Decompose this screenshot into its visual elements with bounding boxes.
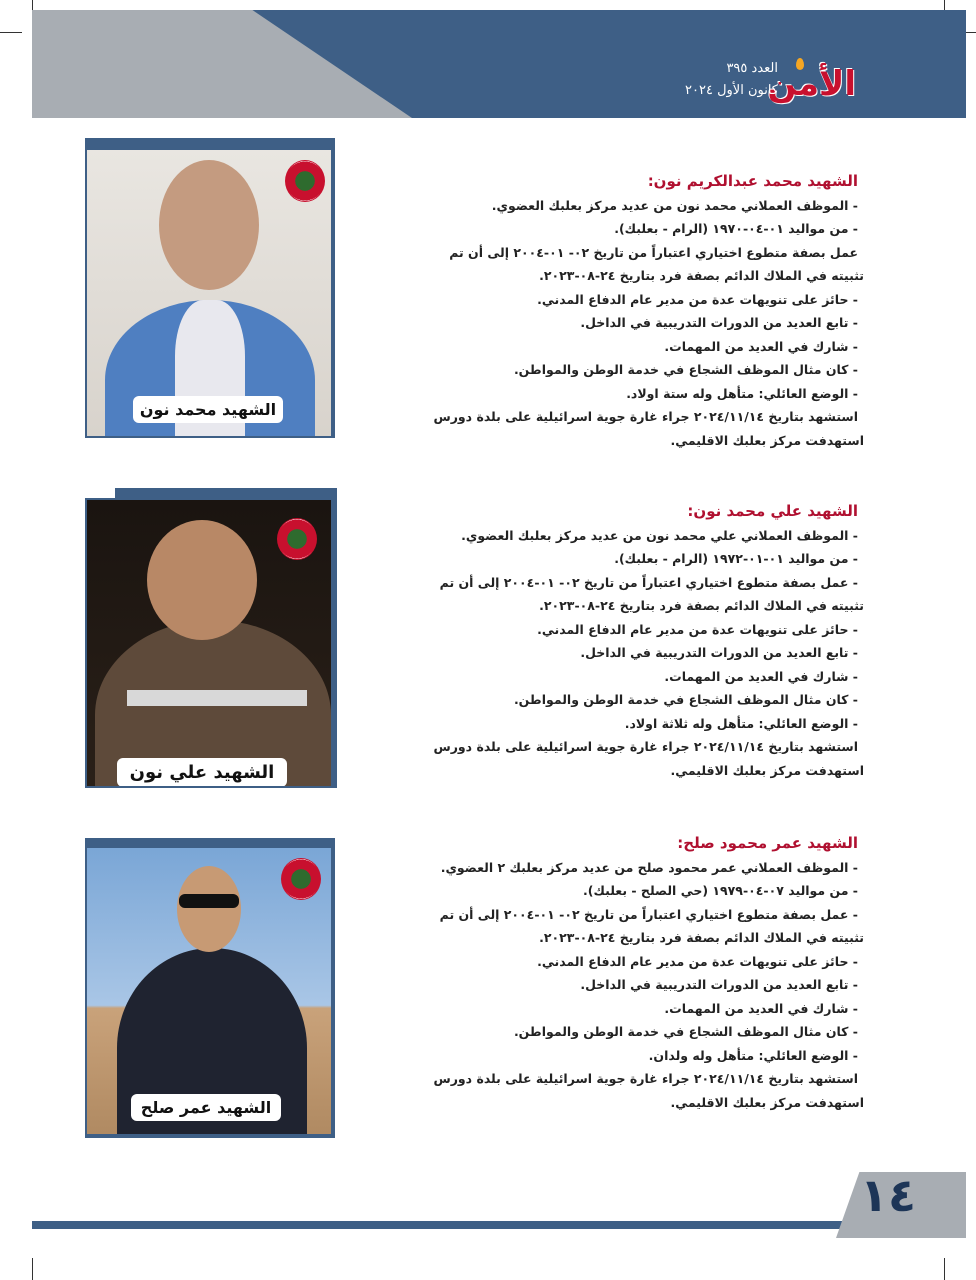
bio-line: - كان مثال الموظف الشجاع في خدمة الوطن والمواطن. — [513, 362, 858, 377]
bio-line: استشهد بتاريخ ٢٠٢٤/١١/١٤ جراء غارة جوية اسرائيلية على بلدة دورس — [433, 1071, 858, 1086]
martyr-bio — [433, 500, 864, 782]
bio-line: - شارك في العديد من المهمات. — [664, 338, 858, 354]
issue-info — [685, 58, 778, 102]
bio-line: - كان مثال الموظف الشجاع في خدمة الوطن والمواطن. — [513, 1024, 858, 1039]
civil-defense-emblem-icon — [281, 858, 321, 900]
bio-line: - شارك في العديد من المهمات. — [664, 1000, 858, 1016]
bio-line: - تابع العديد من الدورات التدريبية في الداخل. — [580, 315, 858, 330]
issue-number: العدد ٣٩٥ — [726, 61, 778, 76]
bio-line: - من مواليد ٠١-٠١-١٩٧٢ (الرام - بعلبك). — [614, 551, 858, 566]
bio-line: - الموظف العملاني علي محمد نون من عديد مركز بعلبك العضوي. — [461, 527, 858, 543]
crop-mark — [944, 1258, 945, 1280]
bio-line: - شارك في العديد من المهمات. — [664, 668, 858, 684]
bio-line: - الوضع العائلي: متأهل وله ثلاثة اولاد. — [624, 715, 858, 731]
bio-line: تثبيته في الملاك الدائم بصفة فرد بتاريخ ٢٤-٠٨-٢٠٢٣. — [539, 268, 864, 283]
page-number: ١٤ — [859, 1168, 917, 1222]
photo-caption: الشهيد عمر صلح — [131, 1094, 281, 1121]
issue-date: كانون الأول ٢٠٢٤ — [685, 83, 778, 98]
martyr-name-title: الشهيد عمر محمود صلح: — [677, 834, 858, 852]
crop-mark — [0, 32, 22, 33]
photo-caption: الشهيد محمد نون — [133, 396, 283, 423]
bio-line: - حائز على تنويهات عدة من مدير عام الدفاع المدني. — [537, 621, 858, 637]
photo-caption: الشهيد علي نون — [117, 758, 287, 787]
bio-line: - حائز على تنويهات عدة من مدير عام الدفاع المدني. — [537, 953, 858, 969]
martyr-name-title: الشهيد علي محمد نون: — [687, 502, 858, 520]
martyr-bio — [433, 170, 864, 452]
bio-line: - تابع العديد من الدورات التدريبية في الداخل. — [580, 645, 858, 660]
bio-line: - عمل بصفة متطوع اختياري اعتباراً من تاريخ ٠٢- ٠١-٢٠٠٤ إلى أن تم — [439, 906, 858, 922]
bio-line: - الموظف العملاني عمر محمود صلح من عديد مركز بعلبك ٢ العضوي. — [440, 859, 858, 875]
bio-line: - من مواليد ٠١-٠٤-١٩٧٠ (الرام - بعلبك). — [614, 221, 858, 236]
bio-line: - كان مثال الموظف الشجاع في خدمة الوطن والمواطن. — [513, 692, 858, 707]
martyr-photo — [85, 498, 333, 788]
civil-defense-emblem-icon — [277, 518, 317, 560]
bio-line: استهدفت مركز بعلبك الاقليمي. — [670, 762, 864, 778]
martyr-bio — [433, 832, 864, 1114]
crop-mark — [32, 1258, 33, 1280]
bio-line: - الوضع العائلي: متأهل وله ستة اولاد. — [626, 385, 858, 401]
bio-line: تثبيته في الملاك الدائم بصفة فرد بتاريخ ٢٤-٠٨-٢٠٢٣. — [539, 930, 864, 945]
bio-line: عمل بصفة متطوع اختياري اعتباراً من تاريخ ٠٢- ٠١-٢٠٠٤ إلى أن تم — [449, 244, 858, 260]
bio-line: استشهد بتاريخ ٢٠٢٤/١١/١٤ جراء غارة جوية اسرائيلية على بلدة دورس — [433, 409, 858, 424]
magazine-logo: الأمن — [767, 64, 856, 104]
civil-defense-emblem-icon — [285, 160, 325, 202]
bio-line: - من مواليد ٠٧-٠٤-١٩٧٩ (حي الصلح - بعلبك). — [582, 883, 858, 898]
bio-line: تثبيته في الملاك الدائم بصفة فرد بتاريخ ٢٤-٠٨-٢٠٢٣. — [539, 598, 864, 613]
martyr-name-title: الشهيد محمد عبدالكريم نون: — [647, 172, 858, 190]
bio-line: استشهد بتاريخ ٢٠٢٤/١١/١٤ جراء غارة جوية اسرائيلية على بلدة دورس — [433, 739, 858, 754]
martyr-photo — [85, 148, 333, 438]
footer-bar — [32, 1221, 912, 1229]
martyr-photo — [85, 846, 333, 1136]
bio-line: - تابع العديد من الدورات التدريبية في الداخل. — [580, 977, 858, 992]
bio-line: - عمل بصفة متطوع اختياري اعتباراً من تاريخ ٠٢- ٠١-٢٠٠٤ إلى أن تم — [439, 574, 858, 590]
bio-line: استهدفت مركز بعلبك الاقليمي. — [670, 432, 864, 448]
bio-line: - الموظف العملاني محمد نون من عديد مركز بعلبك العضوي. — [491, 197, 858, 213]
bio-line: - الوضع العائلي: متأهل وله ولدان. — [648, 1047, 858, 1063]
bio-line: - حائز على تنويهات عدة من مدير عام الدفاع المدني. — [537, 291, 858, 307]
bio-line: استهدفت مركز بعلبك الاقليمي. — [670, 1094, 864, 1110]
